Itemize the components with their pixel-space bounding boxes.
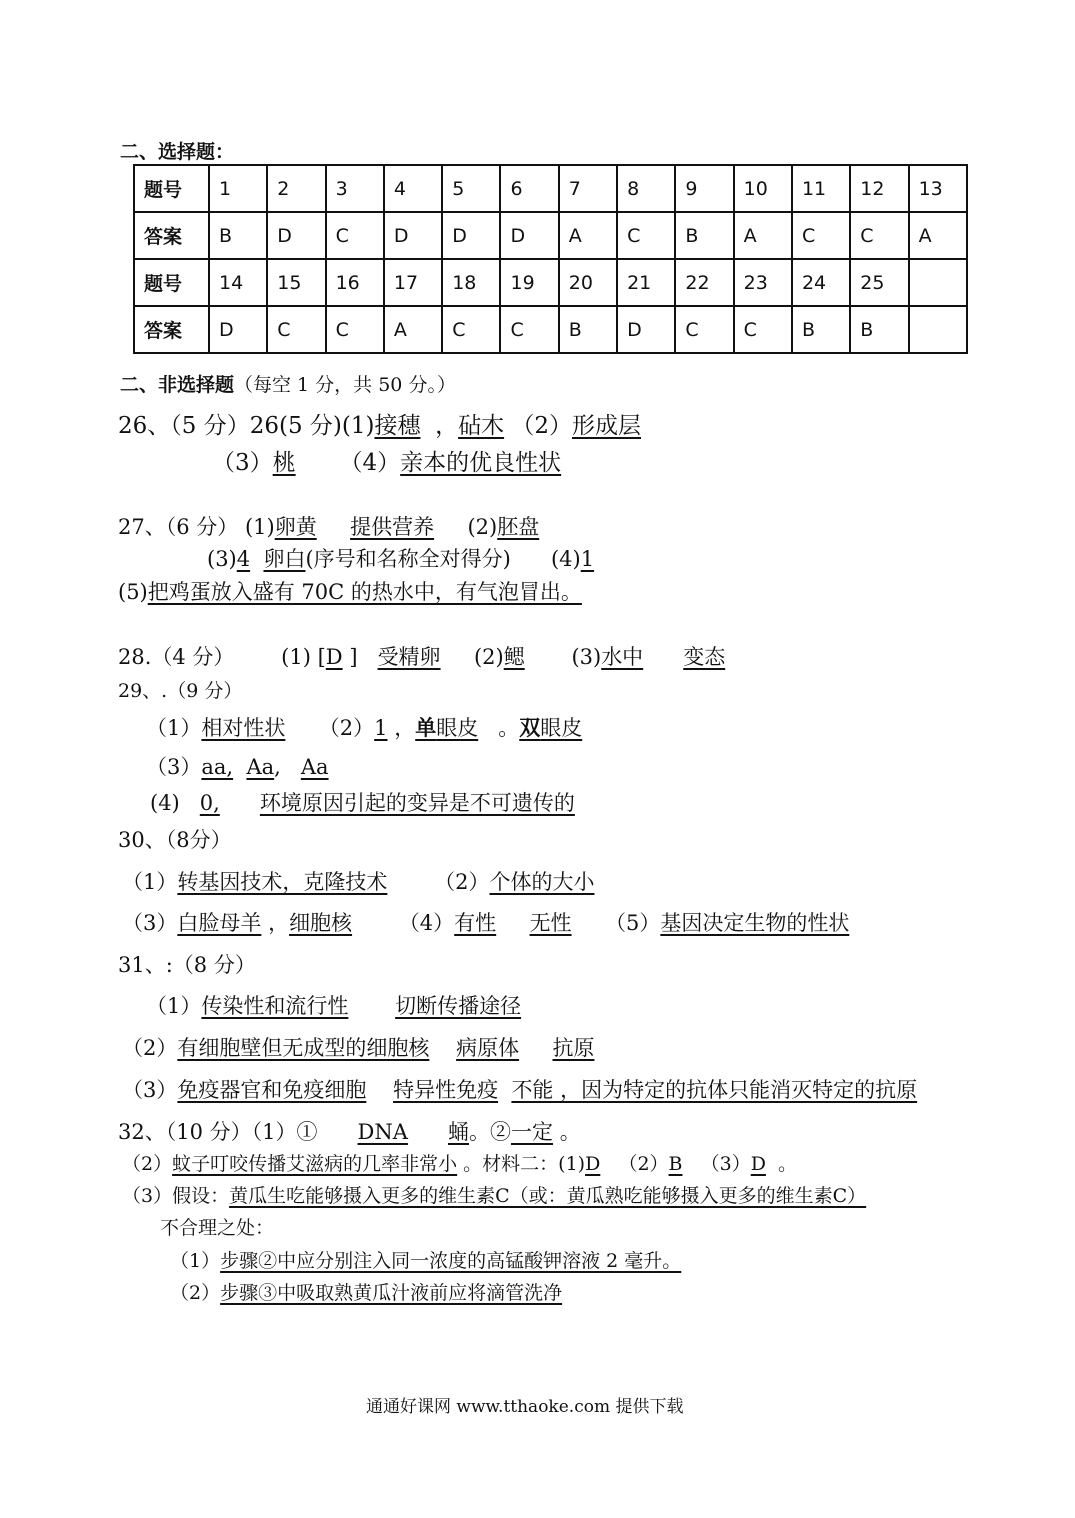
q29-answer-6: Aa (246, 755, 275, 779)
answer-table-cell: B (850, 306, 908, 353)
q29-comma: , (274, 755, 281, 779)
q32-answer-1: DNA (357, 1120, 408, 1144)
answer-table-cell: A (734, 212, 792, 259)
answer-table-cell: D (442, 212, 500, 259)
q31-answer-8: 不能 ，因为特定的抗体只能消灭特定的抗原 (511, 1078, 918, 1102)
q32-label: 不合理之处： (160, 1217, 275, 1239)
answer-table-row (134, 259, 967, 306)
answer-table-cell: 11 (792, 165, 850, 212)
answer-table-cell: D (500, 212, 558, 259)
q32-answer-6: B (668, 1153, 683, 1175)
answer-table-cell: D (267, 212, 325, 259)
q29-answer-3-rest: 眼皮 (436, 716, 479, 740)
q30-answer-2: 个体的大小 (489, 870, 595, 894)
q30-part2: （2） (434, 870, 490, 894)
q32-answer-4: 蚊子叮咬传播艾滋病的几率非常小 (172, 1153, 458, 1175)
q30-sep: ， (268, 911, 290, 935)
q29-part4: (4) (150, 791, 180, 815)
q29-title: 29、.（9 分） (118, 680, 243, 702)
q32-item1-num: （1） (170, 1250, 221, 1272)
answer-table-cell: 17 (384, 259, 442, 306)
q26-line1 (118, 407, 641, 440)
q28-answer-3: 鳃 (503, 645, 525, 669)
answer-table-cell: 15 (267, 259, 325, 306)
section-title: 二、非选择题 (120, 374, 235, 396)
answer-table-cell: 8 (617, 165, 675, 212)
answer-table-cell: C (267, 306, 325, 353)
q31-line2 (122, 1032, 594, 1062)
answer-table-cell: 18 (442, 259, 500, 306)
q32-end: 。 (559, 1120, 581, 1144)
q31-answer-4: 病原体 (456, 1036, 520, 1060)
q28-answer-1: D (325, 645, 343, 669)
q28-prefix: 28.（4 分） (118, 645, 235, 669)
q28-answer-2: 受精卵 (377, 645, 441, 669)
q28-close: ] (349, 645, 358, 669)
q29-answer-2: 1 (374, 716, 388, 740)
q31-line1 (146, 990, 521, 1020)
q29-line1 (146, 712, 582, 742)
q27-part4: (4) (550, 547, 581, 571)
q27-answer-3: 胚盘 (497, 515, 540, 539)
answer-table-cell: B (675, 212, 733, 259)
q31-line3 (122, 1074, 917, 1104)
answer-table-cell: C (500, 306, 558, 353)
q29-answer-5: aa, (201, 755, 234, 779)
q31-part2: （2） (122, 1036, 178, 1060)
section-note: （每空 1 分，共 50 分。） (234, 374, 456, 396)
q26-answer-4: 桃 (272, 450, 296, 476)
answer-table-cell (909, 259, 967, 306)
answer-table-cell: A (909, 212, 967, 259)
q29-line2 (146, 751, 329, 781)
answer-table-cell: C (850, 212, 908, 259)
q30-answer-1: 转基因技术，克隆技术 (177, 870, 388, 894)
answer-table-row-header: 题号 (134, 165, 209, 212)
answer-table-cell: 21 (617, 259, 675, 306)
answer-table-cell: A (559, 212, 617, 259)
q31-answer-7: 特异性免疫 (393, 1078, 499, 1102)
q29-answer-4-bold: 双 (519, 716, 541, 740)
answer-table-cell: 1 (209, 165, 267, 212)
q29-answer-3 (415, 716, 478, 740)
q30-answer-6: 无性 (529, 911, 572, 935)
q29-answer-3-bold: 单 (415, 716, 437, 740)
q30-part1: （1） (122, 870, 178, 894)
answer-table-cell: B (559, 306, 617, 353)
q26-answer-1: 接穗 (374, 413, 421, 439)
q32-item2 (170, 1278, 562, 1305)
answer-table-cell: 25 (850, 259, 908, 306)
q28-part3: (3) (571, 645, 602, 669)
q29-answer-9: 环境原因引起的变异是不可遗传的 (259, 791, 575, 815)
q28-answer-4: 水中 (601, 645, 644, 669)
q26-sep: ， (435, 413, 459, 439)
answer-table-cell: D (617, 306, 675, 353)
q30-part4: （4） (398, 911, 455, 935)
answer-table-cell: D (209, 306, 267, 353)
answer-table-row (134, 165, 967, 212)
answer-table-cell: C (326, 306, 384, 353)
q27-answer-2: 提供营养 (350, 515, 435, 539)
section-title-nonchoice (120, 370, 456, 397)
answer-table-cell: 13 (909, 165, 967, 212)
answer-table-row-header: 答案 (134, 212, 209, 259)
q26-answer-3: 形成层 (572, 413, 642, 439)
q29-answer-4-rest: 眼皮 (540, 716, 583, 740)
q30-answer-4: 细胞核 (289, 911, 353, 935)
q27-line2 (207, 543, 594, 573)
q31-part3: （3） (122, 1078, 178, 1102)
q32-answer-7: D (750, 1153, 766, 1175)
answer-table (133, 164, 968, 354)
answer-table-cell: 16 (326, 259, 384, 306)
q28-part1: (1) [ (281, 645, 326, 669)
q29-part3: （3） (146, 755, 202, 779)
q31-answer-2: 切断传播途径 (395, 994, 522, 1018)
q27-answer-7: 把鸡蛋放入盛有 70C 的热水中，有气泡冒出。 (147, 580, 582, 604)
q30-answer-5: 有性 (454, 911, 497, 935)
answer-table-row-header: 题号 (134, 259, 209, 306)
answer-table-row-header: 答案 (134, 306, 209, 353)
q27-prefix: 27、（6 分） (118, 515, 239, 539)
answer-table-cell: C (792, 212, 850, 259)
q26-part3: （3） (212, 450, 273, 476)
q29-answer-7: Aa (300, 755, 329, 779)
q29-answer-1: 相对性状 (201, 716, 286, 740)
q27-line3 (118, 576, 582, 606)
answer-table-cell: 2 (267, 165, 325, 212)
q29-dot: 。 (498, 716, 520, 740)
answer-table-cell: 9 (675, 165, 733, 212)
q32-line2 (122, 1149, 797, 1176)
q32-answer-8: 黄瓜生吃能够摄入更多的维生素C（或：黄瓜熟吃能够摄入更多的维生素C） (229, 1185, 867, 1207)
q32-answer-5: D (585, 1153, 601, 1175)
q32-part2-3: （3） (700, 1153, 751, 1175)
section-title-choice: 二、选择题： (120, 141, 235, 163)
q27-answer-1: 卵黄 (274, 515, 317, 539)
q32-mid: 。② (469, 1120, 511, 1144)
answer-table-cell: 4 (384, 165, 442, 212)
q30-title: 30、（8分） (118, 828, 232, 852)
q27-part2: (2) (467, 515, 498, 539)
q26-line2 (212, 444, 561, 477)
answer-table-cell: 6 (500, 165, 558, 212)
answer-table-cell (909, 306, 967, 353)
q28-part2: (2) (473, 645, 504, 669)
q29-line3 (150, 787, 575, 817)
q32-answer-2: 蛹 (448, 1120, 469, 1144)
q30-line2 (122, 907, 849, 937)
q27-line1 (118, 511, 539, 541)
q26-answer-2: 砧木 (458, 413, 505, 439)
answer-table-row (134, 306, 967, 353)
answer-table-cell: 14 (209, 259, 267, 306)
answer-table-cell: B (209, 212, 267, 259)
q29-answer-8: 0, (199, 791, 220, 815)
q27-part1: (1) (244, 515, 275, 539)
q32-part2-2: （2） (618, 1153, 669, 1175)
q28-line (118, 641, 725, 671)
q32-line1 (118, 1116, 581, 1146)
answer-table-cell: 20 (559, 259, 617, 306)
answer-table-cell: 19 (500, 259, 558, 306)
q29-answer-4 (519, 716, 582, 740)
answer-table-cell: 23 (734, 259, 792, 306)
answer-table-row (134, 212, 967, 259)
q27-answer-4: 4 (236, 547, 251, 571)
q32-prefix: 32、（10 分）（1）① (118, 1120, 318, 1144)
q32-item2-text: 步骤③中吸取熟黄瓜汁液前应将滴管洗净 (220, 1282, 563, 1304)
answer-table-cell: 12 (850, 165, 908, 212)
q28-answer-5: 变态 (683, 645, 726, 669)
q31-title: 31、:（8 分） (118, 953, 256, 977)
answer-table-cell: D (384, 212, 442, 259)
q30-line1 (122, 866, 594, 896)
q30-part3: （3） (122, 911, 178, 935)
q29-sep: ， (394, 716, 416, 740)
q32-line3 (122, 1181, 866, 1208)
answer-table-cell: 24 (792, 259, 850, 306)
answer-table-cell: C (326, 212, 384, 259)
answer-table-cell: C (734, 306, 792, 353)
q26-answer-5: 亲本的优良性状 (400, 450, 562, 476)
answer-table-cell: B (792, 306, 850, 353)
footer-text: 通通好课网 www.tthaoke.com 提供下载 (366, 1397, 684, 1417)
q30-answer-7: 基因决定生物的性状 (660, 911, 850, 935)
q27-answer-5: 卵白 (263, 547, 306, 571)
q26-part2: （2） (511, 413, 573, 439)
q32-end2: 。 (778, 1153, 798, 1175)
q30-answer-3: 白脸母羊 (177, 911, 262, 935)
answer-table-cell: C (442, 306, 500, 353)
q32-material: 。材料二：(1) (463, 1153, 586, 1175)
q31-answer-5: 抗原 (552, 1036, 595, 1060)
q32-answer-3: 一定 (511, 1120, 553, 1144)
answer-table-cell: A (384, 306, 442, 353)
q27-note: (序号和名称全对得分) (305, 547, 511, 571)
q31-answer-6: 免疫器官和免疫细胞 (177, 1078, 367, 1102)
answer-table-cell: 3 (326, 165, 384, 212)
q31-part1: （1） (146, 994, 202, 1018)
q32-part2: （2） (122, 1153, 173, 1175)
answer-table-cell: 10 (734, 165, 792, 212)
answer-table-cell: 22 (675, 259, 733, 306)
q32-item1-text: 步骤②中应分别注入同一浓度的高锰酸钾溶液 2 毫升。 (220, 1250, 682, 1272)
answer-table-cell: C (617, 212, 675, 259)
q27-answer-6: 1 (580, 547, 595, 571)
q32-item2-num: （2） (170, 1282, 221, 1304)
q30-part5: （5） (604, 911, 661, 935)
answer-table-cell: C (675, 306, 733, 353)
q27-part3: (3) (207, 547, 237, 571)
answer-table-cell: 5 (442, 165, 500, 212)
q32-item1 (170, 1246, 681, 1273)
q31-answer-1: 传染性和流行性 (201, 994, 349, 1018)
q26-part4: （4） (339, 450, 401, 476)
q32-part3: （3）假设： (122, 1185, 230, 1207)
q26-prefix: 26、（5 分）26(5 分)(1) (118, 413, 375, 439)
answer-table-cell: 7 (559, 165, 617, 212)
q27-part5: (5) (118, 580, 148, 604)
q29-part1: （1） (146, 716, 202, 740)
q29-part2: （2） (318, 716, 375, 740)
q31-answer-3: 有细胞壁但无成型的细胞核 (177, 1036, 430, 1060)
